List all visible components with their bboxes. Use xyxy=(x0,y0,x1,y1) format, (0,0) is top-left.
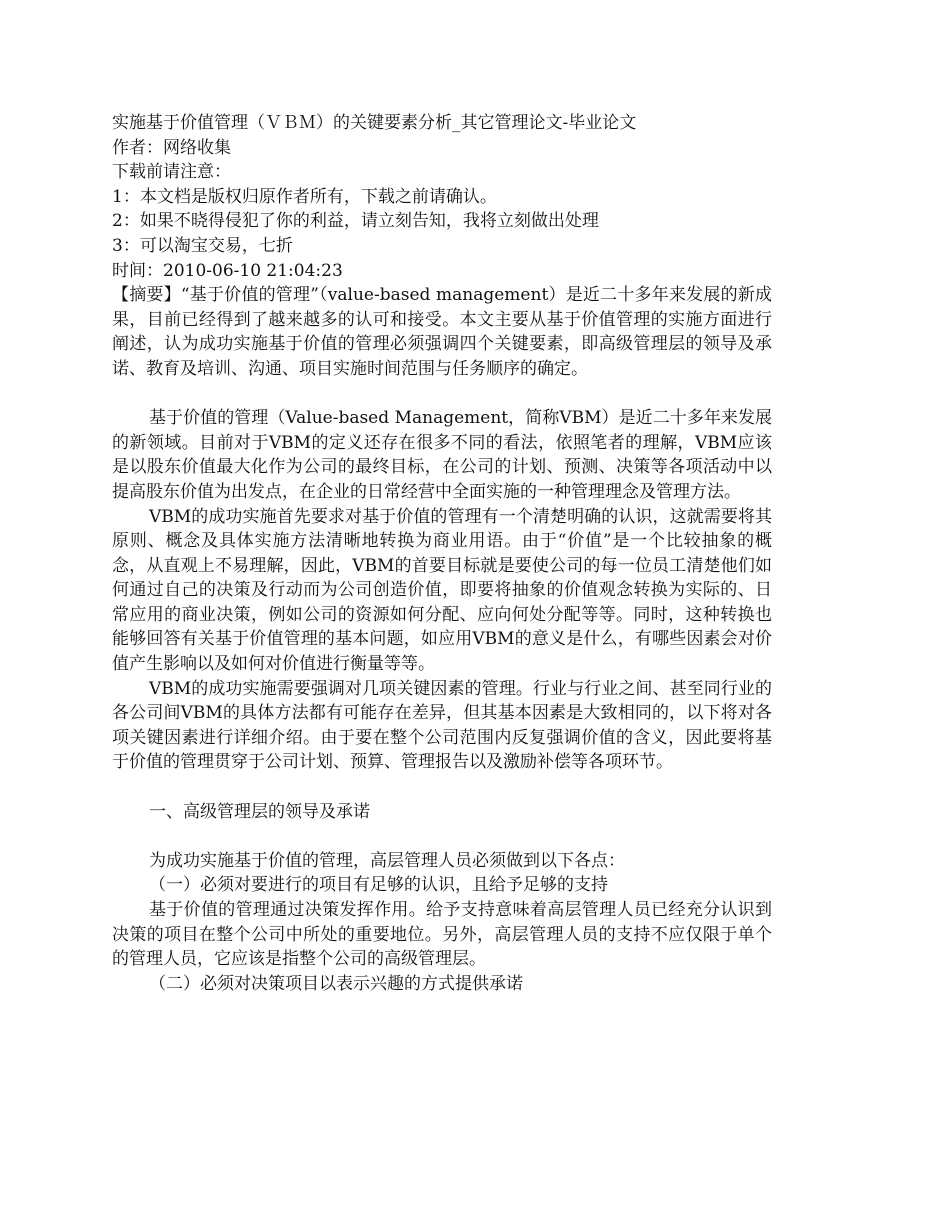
blank-line xyxy=(112,382,772,407)
timestamp: 时间：2010-06-10 21:04:23 xyxy=(112,260,343,281)
notice-item: 2：如果不晓得侵犯了你的利益，请立刻告知，我将立刻做出处理 xyxy=(112,211,599,232)
blank-line xyxy=(112,824,772,849)
notice-header: 下载前请注意： xyxy=(112,162,231,183)
notice-item: 1：本文档是版权归原作者所有，下载之前请确认。 xyxy=(112,186,497,207)
section-intro: 为成功实施基于价值的管理，高层管理人员必须做到以下各点： xyxy=(149,850,625,871)
notice-item: 3：可以淘宝交易，七折 xyxy=(112,235,293,256)
abstract-paragraph: 【摘要】“基于价值的管理”（value-based management）是近二十多年来发展的新成果，目前已经得到了越来越多的认可和接受。本文主要从基于价值管理的实施方面进行阐述，认为成功实施基于价值的管理必须强调四个关键要素，即高级管理层的领导及承诺、教育及培训、沟通、项目实施时间范围与任务顺序的确定。 xyxy=(112,285,772,379)
author-line: 作者：网络收集 xyxy=(112,137,231,158)
blank-line xyxy=(112,775,772,800)
document-title: 实施基于价值管理（ＶＢＭ）的关键要素分析_其它管理论文-毕业论文 xyxy=(112,113,637,133)
point-body: 基于价值的管理通过决策发挥作用。给予支持意味着高层管理人员已经充分认识到决策的项目在整个公司中所处的重要地位。另外，高层管理人员的支持不应仅限于单个的管理人员，它应该是指整个公司的高级管理层。 xyxy=(112,900,772,970)
body-paragraph: VBM的成功实施首先要求对基于价值的管理有一个清楚明确的认识，这就需要将其原则、概念及具体实施方法清晰地转换为商业用语。由于“价值”是一个比较抽象的概念，从直观上不易理解，因此，VBM的首要目标就是要使公司的每一位员工清楚他们如何通过自己的决策及行动而为公司创造价值，即要将抽象的价值观念转换为实际的、日常应用的商业决策，例如公司的资源如何分配、应向何处分配等等。同时，这种转换也能够回答有关基于价值管理的基本问题，如应用VBM的意义是什么，有哪些因素会对价值产生影响以及如何对价值进行衡量等等。 xyxy=(112,506,772,675)
point-heading: （二）必须对决策项目以表示兴趣的方式提供承诺 xyxy=(149,973,523,994)
body-paragraph: 基于价值的管理（Value-based Management，简称VBM）是近二十多年来发展的新领域。目前对于VBM的定义还存在很多不同的看法，依照笔者的理解，VBM应该是以股东价值最大化作为公司的最终目标，在公司的计划、预测、决策等各项活动中以提高股东价值为出发点，在企业的日常经营中全面实施的一种管理理念及管理方法。 xyxy=(112,408,772,502)
body-paragraph: VBM的成功实施需要强调对几项关键因素的管理。行业与行业之间、甚至同行业的各公司间VBM的具体方法都有可能存在差异，但其基本因素是大致相同的，以下将对各项关键因素进行详细介绍。由于要在整个公司范围内反复强调价值的含义，因此要将基于价值的管理贯穿于公司计划、预算、管理报告以及激励补偿等各项环节。 xyxy=(112,678,772,773)
point-heading: （一）必须对要进行的项目有足够的认识，且给予足够的支持 xyxy=(149,875,608,896)
document-page xyxy=(112,111,772,996)
section-heading: 一、高级管理层的领导及承诺 xyxy=(149,801,370,822)
